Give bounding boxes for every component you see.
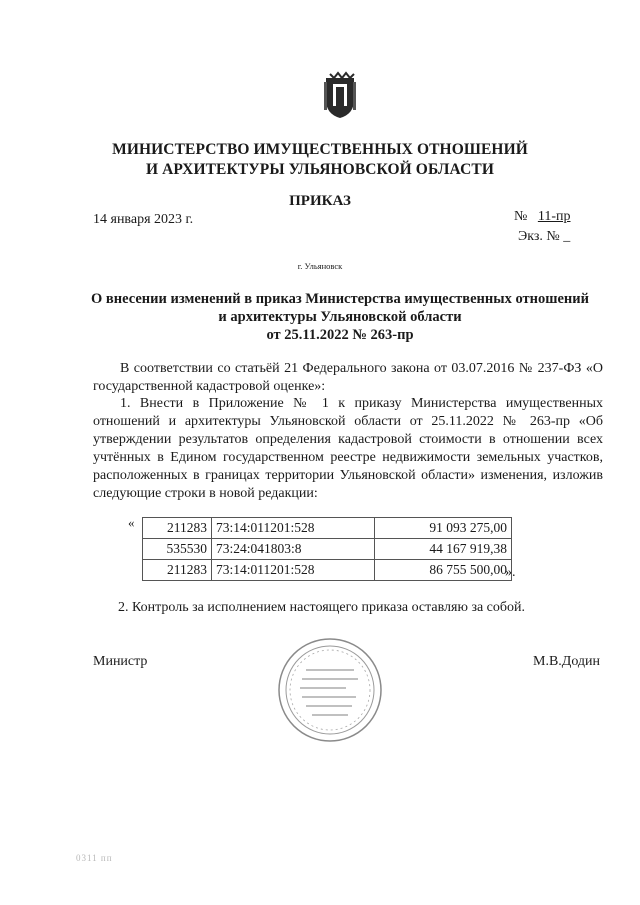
item2-paragraph: 2. Контроль за исполнением настоящего приказа оставляю за собой.	[118, 600, 526, 615]
table-cell-cadastral-number: 73:14:011201:528	[212, 518, 375, 539]
city: г. Ульяновск	[297, 261, 343, 271]
preamble-paragraph: В соответствии со статьёй 21 Федерального закона от 03.07.2016 № 237-ФЗ «О государственной кадастровой оценке»:	[93, 361, 603, 394]
subject-line3: от 25.11.2022 № 263-пр	[266, 327, 414, 343]
document-type: ПРИКАЗ	[289, 193, 351, 209]
scan-mark: 0311 пп	[76, 853, 113, 863]
copy-number: Экз. № _	[518, 229, 571, 244]
official-stamp	[276, 636, 384, 744]
subject-line1: О внесении изменений в приказ Министерства имущественных отношений	[91, 291, 589, 307]
ministry-title	[0, 140, 640, 180]
table-row	[143, 518, 512, 539]
order-number	[514, 209, 571, 225]
table-cell-value: 91 093 275,00	[375, 518, 512, 539]
signatory-role: Министр	[93, 654, 148, 669]
table-quote-open: «	[128, 515, 135, 530]
signatory-name: М.В.Додин	[533, 654, 601, 669]
table-cell-value: 44 167 919,38	[375, 539, 512, 560]
table-cell-id: 211283	[143, 518, 212, 539]
table-cell-id: 211283	[143, 560, 212, 581]
coat-of-arms-emblem	[322, 70, 358, 120]
table-cell-cadastral-number: 73:14:011201:528	[212, 560, 375, 581]
table-cell-value: 86 755 500,00	[375, 560, 512, 581]
ministry-title-line1: МИНИСТЕРСТВО ИМУЩЕСТВЕННЫХ ОТНОШЕНИЙ	[112, 141, 528, 158]
table-row	[143, 539, 512, 560]
order-number-label: №	[514, 209, 528, 224]
ministry-title-line2: И АРХИТЕКТУРЫ УЛЬЯНОВСКОЙ ОБЛАСТИ	[146, 161, 494, 178]
table-row	[143, 560, 512, 581]
subject-line2: и архитектуры Ульяновской области	[218, 309, 462, 325]
order-subject	[60, 290, 620, 344]
amendments-table	[142, 517, 512, 581]
table-cell-cadastral-number: 73:24:041803:8	[212, 539, 375, 560]
order-date: 14 января 2023 г.	[93, 212, 194, 227]
table-quote-close: ».	[505, 565, 516, 580]
order-number-value: 11-пр	[537, 209, 571, 224]
table-cell-id: 535530	[143, 539, 212, 560]
item1-paragraph: 1. Внести в Приложение № 1 к приказу Министерства имущественных отношений и архитектуры Ульяновской области от 25.11.2022 № 263-пр «Об утверждении результатов определения кадастровой стоимости в отношении всех учтённых в Едином государственном реестре недвижимости земельных участков, расположенных в границах территории Ульяновской области» изменения, изложив следующие строки в новой редакции:	[93, 396, 603, 501]
